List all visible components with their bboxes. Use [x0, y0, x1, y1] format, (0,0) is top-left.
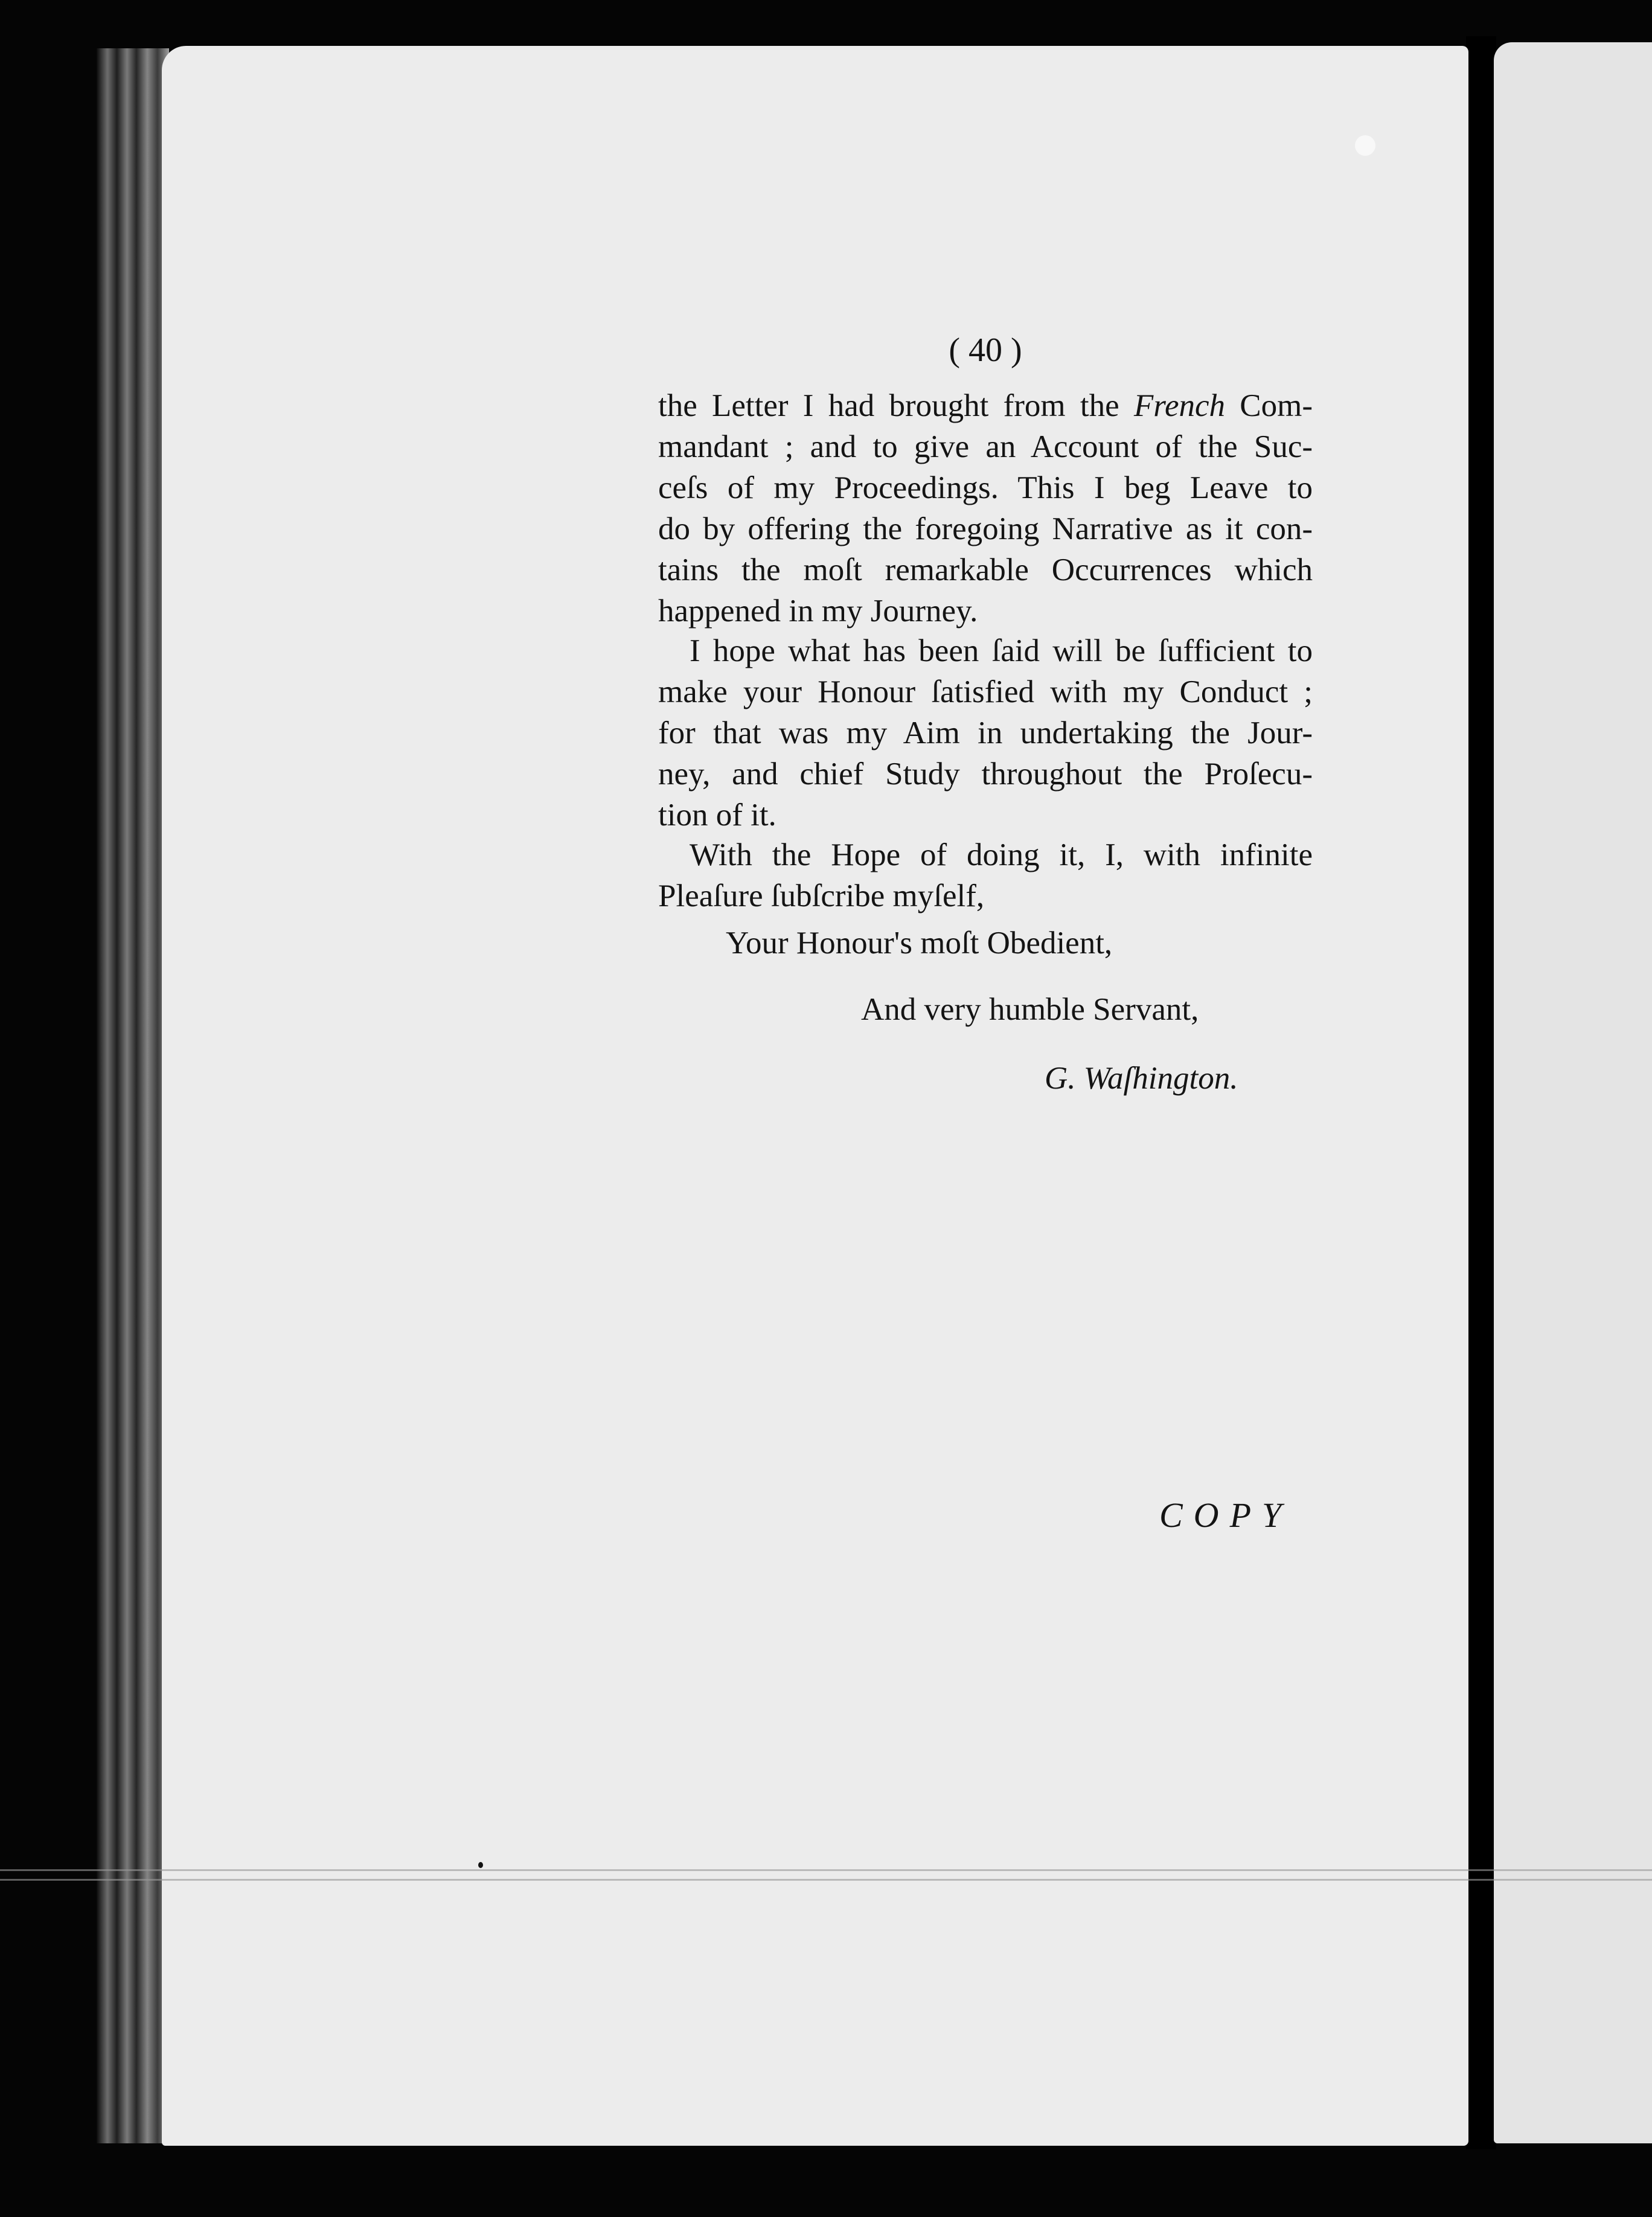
text-line: [658, 875, 1313, 917]
text-line: [658, 549, 1313, 590]
scan-artifact-line: [0, 1869, 1652, 1871]
text-span: ney, and chief Study throughout the Proſecu-: [658, 757, 1313, 792]
catchword: COPY: [1159, 1496, 1293, 1535]
text-span: mandant ; and to give an Account of the Suc-: [658, 429, 1313, 464]
closing-salutation: Your Honour's moſt Obedient,: [726, 926, 1113, 961]
book-gutter: [1466, 36, 1496, 2149]
italic-word: French: [1133, 388, 1226, 423]
page-stack-edge: [97, 48, 169, 2143]
text-line: [658, 467, 1313, 508]
page-number: ( 40 ): [949, 331, 1022, 369]
scan-speck: [1355, 135, 1375, 156]
text-span: make your Honour ſatisfied with my Conduct ;: [658, 674, 1313, 709]
text-span: do by offering the foregoing Narrative as it con-: [658, 511, 1313, 546]
text-span: happened in my Journey.: [658, 593, 978, 629]
text-line: [658, 712, 1313, 753]
scan-speck: [478, 1862, 483, 1868]
text-line: [658, 590, 1313, 632]
signature: G. Waſhington.: [1045, 1061, 1238, 1096]
text-line: [690, 630, 1313, 671]
text-line: [658, 671, 1313, 712]
text-span: ceſs of my Proceedings. This I beg Leave to: [658, 470, 1313, 505]
text-span: tion of it.: [658, 798, 776, 833]
text-line: [658, 795, 1313, 836]
text-line: [658, 508, 1313, 549]
text-span: I hope what has been ſaid will be ſufficient to: [690, 633, 1313, 668]
text-span: tains the moſt remarkable Occurrences which: [658, 552, 1313, 587]
text-span: the Letter I had brought from the: [658, 388, 1134, 423]
text-line: [690, 834, 1313, 875]
text-span: With the Hope of doing it, I, with infinite: [690, 837, 1313, 872]
text-line: [658, 426, 1313, 467]
text-span: Pleaſure ſubſcribe myſelf,: [658, 878, 985, 913]
text-line: [658, 385, 1313, 426]
text-span: Com-: [1225, 388, 1313, 423]
text-line: [658, 753, 1313, 795]
closing-servant: And very humble Servant,: [861, 992, 1199, 1027]
text-span: for that was my Aim in undertaking the Jour-: [658, 715, 1313, 750]
facing-page-edge: [1494, 42, 1652, 2143]
scan-artifact-line: [0, 1879, 1652, 1881]
